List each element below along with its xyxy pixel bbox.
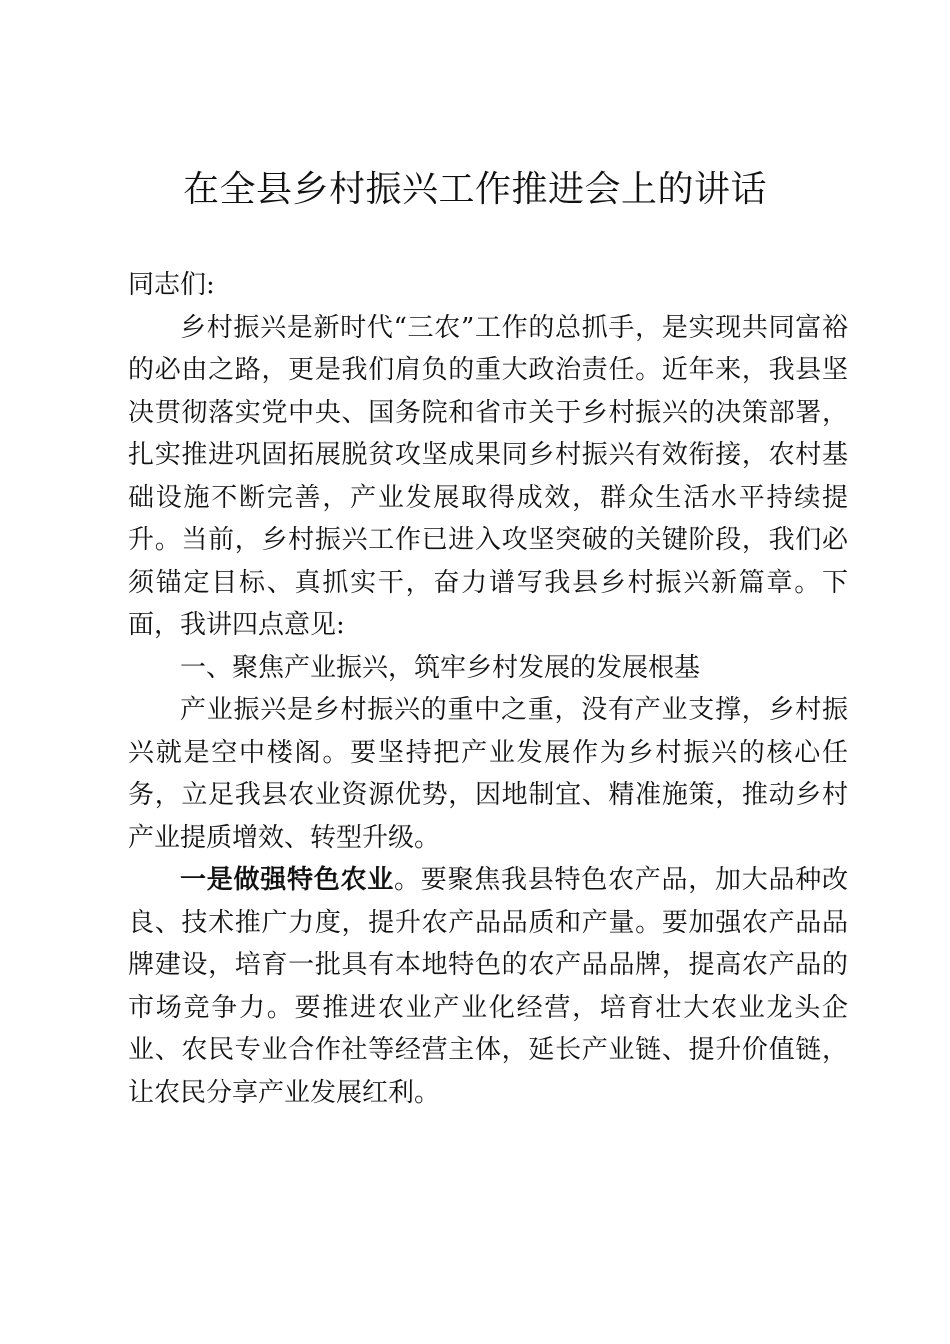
intro-paragraph: 乡村振兴是新时代“三农”工作的总抓手，是实现共同富裕的必由之路，更是我们肩负的重大政治责任。近年来，我县坚决贯彻落实党中央、国务院和省市关于乡村振兴的决策部署，扎实推进巩固拓展脱贫攻坚成果同乡村振兴有效衔接，农村基础设施不断完善，产业发展取得成效，群众生活水平持续提升。当前，乡村振兴工作已进入攻坚突破的关键阶段，我们必须锚定目标、真抓实干，奋力谱写我县乡村振兴新篇章。下面，我讲四点意见:: [128, 312, 848, 640]
page-title: 在全县乡村振兴工作推进会上的讲话: [182, 169, 767, 210]
section-paragraph: 产业振兴是乡村振兴的重中之重，没有产业支撑，乡村振兴就是空中楼阁。要坚持把产业发展作为乡村振兴的核心任务，立足我县农业资源优势，因地制宜、精准施策，推动乡村产业提质增效、转型升级。: [128, 695, 848, 853]
document-body: [128, 264, 848, 1114]
section-heading: 一、聚焦产业振兴，筑牢乡村发展的发展根基: [180, 652, 701, 683]
salutation: 同志们:: [128, 270, 215, 300]
point-paragraph: [128, 859, 848, 1114]
point-lead: 一是做强特色农业: [180, 865, 394, 895]
point-text: 。要聚焦我县特色农产品，加大品种改良、技术推广力度，提升农产品品质和产量。要加强农产品品牌建设，培育一批具有本地特色的农产品品牌，提高农产品的市场竞争力。要推进农业产业化经营，培育壮大农业龙头企业、农民专业合作社等经营主体，延长产业链、提升价值链，让农民分享产业发展红利。: [128, 865, 848, 1108]
